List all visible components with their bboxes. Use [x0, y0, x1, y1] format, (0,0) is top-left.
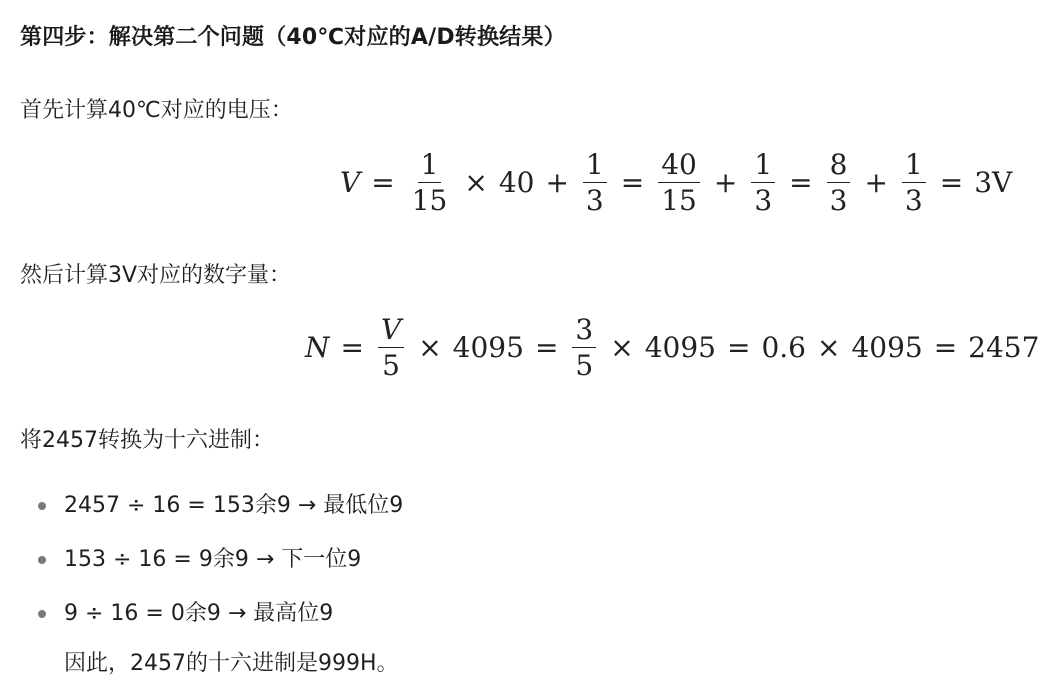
eq1-fraction-1 — [409, 150, 451, 216]
list-item-text: 9 ÷ 16 = 0余9 → 最高位9 — [64, 601, 334, 626]
bullet-dot-icon — [38, 556, 46, 564]
eq1-fraction-4 — [751, 150, 775, 216]
list-item — [38, 539, 403, 593]
eq2-fraction-2-num: 3 — [572, 315, 596, 348]
eq1-fraction-5-den: 3 — [829, 184, 848, 218]
eq2-fraction-1-num: V — [378, 315, 404, 348]
list-item-text: 2457 ÷ 16 = 153余9 → 最低位9 — [64, 493, 404, 518]
eq1-equals-4: = — [939, 166, 964, 200]
eq2-fraction-2-den: 5 — [575, 349, 594, 383]
eq1-fraction-5-num: 8 — [827, 150, 851, 183]
eq2-equals-2: = — [534, 331, 559, 365]
eq1-fraction-4-num: 1 — [751, 150, 775, 183]
eq2-times-1: × — [418, 331, 442, 365]
list-item — [38, 593, 403, 647]
eq2-decimal: 0.6 — [761, 331, 806, 365]
bullet-dot-icon — [38, 502, 46, 510]
equation-digital — [305, 315, 1039, 381]
eq1-fraction-1-num: 1 — [418, 150, 442, 183]
eq1-fraction-2-num: 1 — [583, 150, 607, 183]
section-heading: 第四步：解决第二个问题（40℃对应的A/D转换结果） — [20, 25, 566, 50]
eq1-plus-3: + — [864, 166, 888, 200]
conclusion-text: 因此，2457的十六进制是999H。 — [64, 651, 399, 676]
eq2-times-2: × — [610, 331, 634, 365]
eq1-fraction-3-den: 15 — [661, 184, 697, 218]
eq2-4095-3: 4095 — [851, 331, 923, 365]
eq1-fraction-3-num: 40 — [658, 150, 700, 183]
eq1-equals-2: = — [620, 166, 645, 200]
eq2-equals-1: = — [340, 331, 364, 365]
eq2-fraction-2 — [572, 315, 596, 381]
eq2-times-3: × — [816, 331, 841, 365]
bullet-dot-icon — [38, 610, 46, 618]
eq2-4095-1: 4095 — [452, 331, 524, 365]
eq1-result: 3V — [974, 166, 1013, 200]
eq2-fraction-1-den: 5 — [382, 349, 400, 383]
paragraph-voltage-intro: 首先计算40℃对应的电压： — [20, 98, 293, 123]
eq1-fraction-3 — [658, 150, 700, 216]
paragraph-hex-intro: 将2457转换为十六进制： — [20, 428, 274, 453]
division-steps-list — [38, 485, 403, 647]
eq1-equals-3: = — [789, 166, 813, 200]
eq1-fraction-5 — [827, 150, 851, 216]
paragraph-digital-intro: 然后计算3V对应的数字量： — [20, 263, 292, 288]
equation-voltage — [340, 150, 1012, 216]
eq1-fraction-1-den: 15 — [411, 184, 448, 218]
eq1-fraction-4-den: 3 — [754, 184, 773, 218]
eq1-times: × — [464, 166, 488, 200]
eq2-equals-3: = — [726, 331, 751, 365]
list-item-text: 153 ÷ 16 = 9余9 → 下一位9 — [64, 547, 362, 572]
eq2-result: 2457 — [968, 331, 1040, 365]
eq1-plus-2: + — [713, 166, 738, 200]
eq1-fraction-6-den: 3 — [904, 184, 923, 218]
eq2-fraction-1 — [378, 315, 404, 381]
eq1-fraction-2-den: 3 — [585, 184, 604, 218]
eq1-forty: 40 — [498, 166, 535, 200]
eq2-equals-4: = — [933, 331, 958, 365]
list-item — [38, 485, 403, 539]
eq1-plus-1: + — [545, 166, 569, 200]
eq2-lhs: N — [305, 331, 330, 365]
eq1-fraction-6-num: 1 — [902, 150, 926, 183]
eq1-lhs: V — [340, 166, 361, 200]
eq1-fraction-2 — [583, 150, 607, 216]
eq1-equals-1: = — [371, 166, 395, 200]
eq1-fraction-6 — [902, 150, 926, 216]
eq2-4095-2: 4095 — [644, 331, 716, 365]
